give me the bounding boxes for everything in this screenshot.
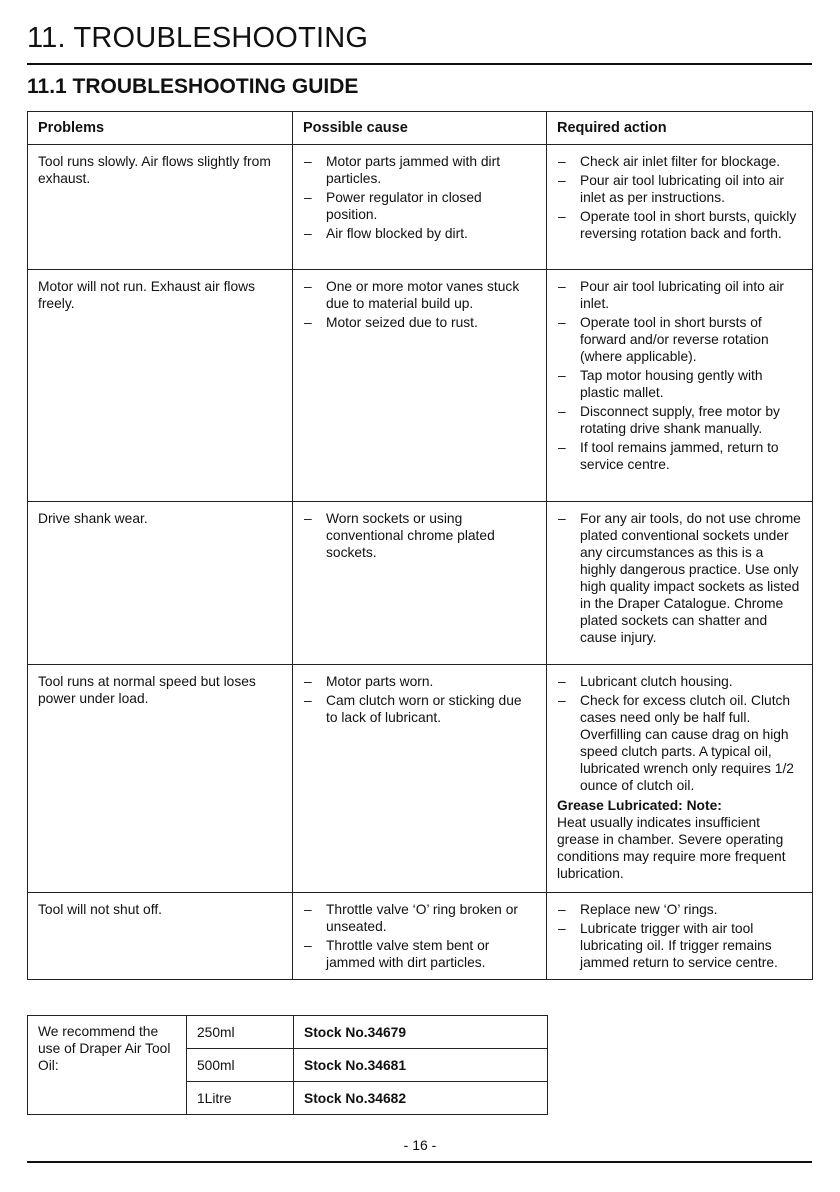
action-cell — [547, 502, 813, 665]
problem-cell: Tool runs at normal speed but loses power under load. — [28, 665, 293, 893]
action-cell-list — [557, 673, 802, 794]
note-title: Grease Lubricated: Note: — [557, 798, 722, 813]
action-item: – Lubricant clutch housing. — [557, 673, 802, 690]
title-divider — [27, 63, 812, 65]
action-item: – Operate tool in short bursts of forward and/or reverse rotation (where applicable). — [557, 314, 802, 365]
action-cell-list — [557, 153, 802, 242]
troubleshooting-table — [27, 111, 813, 980]
problem-cell: Motor will not run. Exhaust air flows freely. — [28, 270, 293, 502]
problem-cell: Drive shank wear. — [28, 502, 293, 665]
table-row — [28, 1016, 548, 1049]
action-cell-list — [557, 901, 802, 971]
action-item: – Lubricate trigger with air tool lubricating oil. If trigger remains jammed return to service centre. — [557, 920, 802, 971]
table-row — [28, 145, 813, 270]
oil-recommendation-label: We recommend the use of Draper Air Tool Oil: — [28, 1016, 187, 1115]
cause-cell — [293, 270, 547, 502]
table-row — [28, 502, 813, 665]
action-item: – If tool remains jammed, return to service centre. — [557, 439, 802, 473]
cause-cell-list — [303, 153, 536, 242]
problem-cell: Tool will not shut off. — [28, 893, 293, 980]
cause-item: – Power regulator in closed position. — [303, 189, 536, 223]
note-text: Heat usually indicates insufficient grease in chamber. Severe operating conditions may require more frequent lubrication. — [557, 815, 786, 881]
table-body — [28, 145, 813, 980]
cause-cell-list — [303, 510, 536, 561]
oil-size: 500ml — [187, 1049, 294, 1082]
footer-divider — [27, 1161, 812, 1163]
action-cell — [547, 665, 813, 893]
column-header-required-action: Required action — [547, 112, 813, 145]
oil-stock-number: Stock No.34681 — [294, 1049, 548, 1082]
column-header-possible-cause: Possible cause — [293, 112, 547, 145]
oil-stock-number: Stock No.34679 — [294, 1016, 548, 1049]
oil-recommendation-table — [27, 1015, 548, 1115]
action-item: – Pour air tool lubricating oil into air inlet. — [557, 278, 802, 312]
cause-item: – Motor parts worn. — [303, 673, 536, 690]
table-header-row — [28, 112, 813, 145]
action-cell — [547, 145, 813, 270]
problem-cell: Tool runs slowly. Air flows slightly from exhaust. — [28, 145, 293, 270]
cause-cell — [293, 665, 547, 893]
cause-item: – Motor seized due to rust. — [303, 314, 536, 331]
cause-cell-list — [303, 673, 536, 726]
cause-item: – Throttle valve stem bent or jammed with dirt particles. — [303, 937, 536, 971]
action-item: – Tap motor housing gently with plastic mallet. — [557, 367, 802, 401]
cause-cell-list — [303, 278, 536, 331]
cause-cell — [293, 893, 547, 980]
action-item: – Replace new ‘O’ rings. — [557, 901, 802, 918]
cause-item: – Worn sockets or using conventional chrome plated sockets. — [303, 510, 536, 561]
cause-item: – Motor parts jammed with dirt particles. — [303, 153, 536, 187]
action-cell-list — [557, 510, 802, 646]
cause-cell-list — [303, 901, 536, 971]
action-item: – Check air inlet filter for blockage. — [557, 153, 802, 170]
page-number: - 16 - — [403, 1137, 437, 1153]
oil-stock-number: Stock No.34682 — [294, 1082, 548, 1115]
action-item: – Disconnect supply, free motor by rotating drive shank manually. — [557, 403, 802, 437]
action-item: – Pour air tool lubricating oil into air inlet as per instructions. — [557, 172, 802, 206]
action-cell-list — [557, 278, 802, 473]
cause-item: – One or more motor vanes stuck due to material build up. — [303, 278, 536, 312]
action-item: – Check for excess clutch oil. Clutch cases need only be half full. Overfilling can cause drag on high speed clutch parts. A typical oil, lubricated wrench only requires 1/2 ounce of clutch oil. — [557, 692, 802, 794]
action-item: – Operate tool in short bursts, quickly reversing rotation back and forth. — [557, 208, 802, 242]
action-item: – For any air tools, do not use chrome plated conventional sockets under any circumstances as this is a highly dangerous practice. Use only high quality impact sockets as listed in the Draper Catalogue. Chrome plated sockets can shatter and cause injury. — [557, 510, 802, 646]
table-row — [28, 893, 813, 980]
cause-item: – Air flow blocked by dirt. — [303, 225, 536, 242]
cause-cell — [293, 502, 547, 665]
action-cell — [547, 270, 813, 502]
section-title: 11.1 TROUBLESHOOTING GUIDE — [27, 75, 359, 98]
oil-size: 250ml — [187, 1016, 294, 1049]
page-title: 11. TROUBLESHOOTING — [27, 22, 369, 54]
table-row — [28, 270, 813, 502]
action-cell — [547, 893, 813, 980]
cause-item: – Throttle valve ‘O’ ring broken or unseated. — [303, 901, 536, 935]
table-row — [28, 665, 813, 893]
oil-size: 1Litre — [187, 1082, 294, 1115]
cause-cell — [293, 145, 547, 270]
column-header-problems: Problems — [28, 112, 293, 145]
cause-item: – Cam clutch worn or sticking due to lack of lubricant. — [303, 692, 536, 726]
